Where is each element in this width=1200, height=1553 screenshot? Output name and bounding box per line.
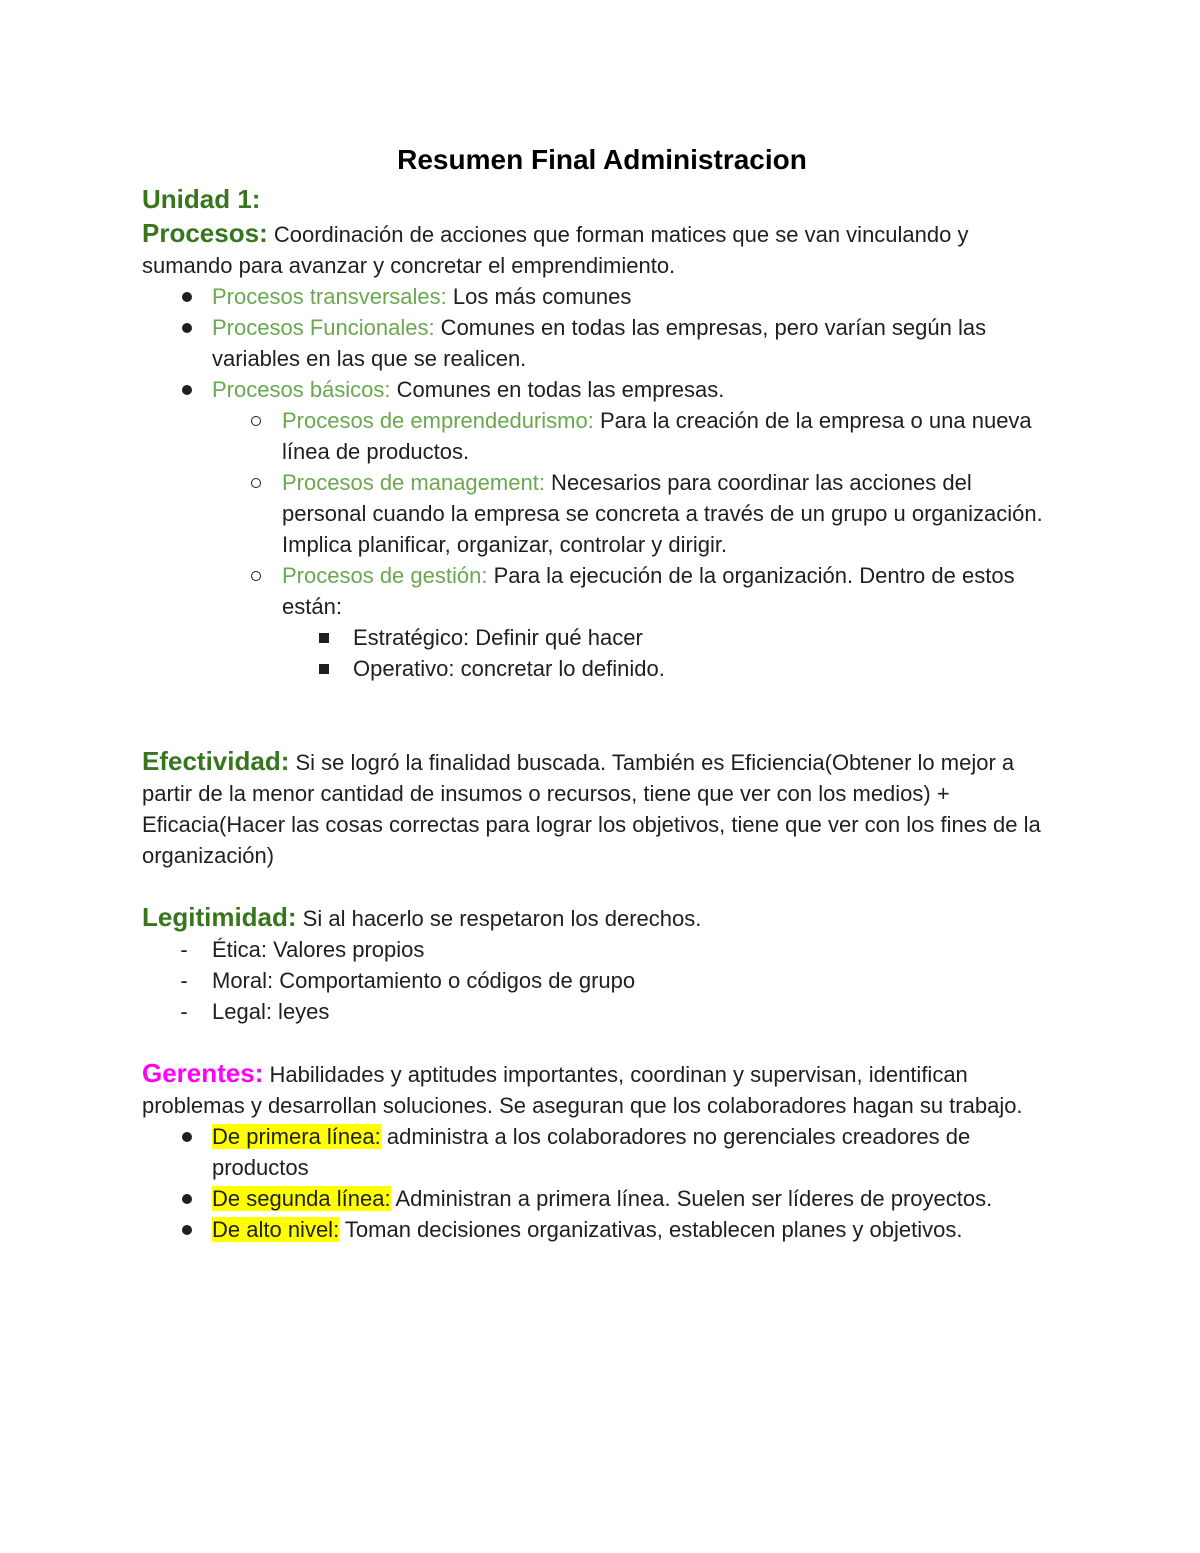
- document-title: Resumen Final Administracion: [397, 144, 807, 175]
- bullet-dot-icon: [177, 1121, 197, 1152]
- item-text: Administran a primera línea. Suelen ser líderes de proyectos.: [390, 1186, 993, 1211]
- item-text: Para la ejecución de la organización. Dentro de estos están:: [282, 563, 1015, 619]
- bullet-dash-icon: -: [180, 999, 188, 1024]
- legitimidad-label: Legitimidad:: [142, 902, 297, 932]
- gerentes-text: Habilidades y aptitudes importantes, coordinan y supervisan, identifican problemas y desarrollan soluciones. Se aseguran que los colaboradores hagan su trabajo.: [142, 1062, 1023, 1118]
- document-page: [142, 140, 1062, 1245]
- gerentes-list: [142, 1121, 1062, 1245]
- list-item: [142, 965, 1062, 996]
- bullet-square-icon: [314, 622, 334, 653]
- item-text: Necesarios para coordinar las acciones del personal cuando la empresa se concreta a través de un grupo u organización. Implica planificar, organizar, controlar y dirigir.: [282, 470, 1043, 557]
- highlighted-label: De primera línea:: [212, 1124, 381, 1149]
- procesos-text: Coordinación de acciones que forman matices que se van vinculando y sumando para avanzar y concretar el emprendimiento.: [142, 222, 969, 278]
- item-text: Operativo: concretar lo definido.: [353, 656, 665, 681]
- gerentes-label: Gerentes:: [142, 1058, 264, 1088]
- item-label: Procesos de gestión:: [282, 563, 488, 588]
- highlighted-label: De segunda línea:: [212, 1186, 391, 1211]
- list-item: [142, 312, 1062, 374]
- procesos-paragraph: [142, 218, 1062, 281]
- bullet-circle-icon: [246, 467, 266, 498]
- list-item: [142, 405, 1062, 467]
- item-label: Procesos de management:: [282, 470, 545, 495]
- item-text: Legal: leyes: [212, 999, 330, 1024]
- efectividad-text: Si se logró la finalidad buscada. También es Eficiencia(Obtener lo mejor a partir de la menor cantidad de insumos o recursos, tiene que ver con los medios) + Eficacia(Hacer las cosas correctas para lograr los objetivos, tiene que ver con los fines de la organización): [142, 750, 1041, 868]
- efectividad-paragraph: [142, 746, 1062, 871]
- legitimidad-paragraph: [142, 902, 1062, 934]
- procesos-list: [142, 281, 1062, 684]
- bullet-dash-icon: -: [180, 937, 188, 962]
- list-item: [142, 934, 1062, 965]
- item-label: Procesos de emprendedurismo:: [282, 408, 594, 433]
- item-text: Moral: Comportamiento o códigos de grupo: [212, 968, 636, 993]
- bullet-dot-icon: [177, 1214, 197, 1245]
- bullet-dot-icon: [177, 312, 197, 343]
- item-text: Comunes en todas las empresas.: [390, 377, 725, 402]
- list-item: [142, 1121, 1062, 1183]
- item-text: Para la creación de la empresa o una nueva línea de productos.: [282, 408, 1032, 464]
- item-label: Procesos transversales:: [212, 284, 447, 309]
- list-item: [142, 374, 1062, 405]
- item-text: administra a los colaboradores no gerenciales creadores de productos: [212, 1124, 971, 1180]
- highlighted-label: De alto nivel:: [212, 1217, 340, 1242]
- spacer: [142, 684, 1062, 746]
- list-item: [142, 467, 1062, 560]
- legitimidad-list: [142, 934, 1062, 1027]
- spacer: [142, 1027, 1062, 1058]
- item-text: Ética: Valores propios: [212, 937, 425, 962]
- bullet-dash-icon: -: [180, 968, 188, 993]
- bullet-dot-icon: [177, 1183, 197, 1214]
- list-item: [142, 281, 1062, 312]
- list-item: [142, 996, 1062, 1027]
- item-label: Procesos Funcionales:: [212, 315, 435, 340]
- bullet-dot-icon: [177, 281, 197, 312]
- item-text: Estratégico: Definir qué hacer: [353, 625, 643, 650]
- item-text: Los más comunes: [446, 284, 632, 309]
- bullet-dot-icon: [177, 374, 197, 405]
- list-item: [142, 653, 1062, 684]
- procesos-label: Procesos:: [142, 218, 268, 248]
- unit-heading: Unidad 1:: [142, 184, 261, 214]
- item-text: Toman decisiones organizativas, establecen planes y objetivos.: [339, 1217, 963, 1242]
- bullet-square-icon: [314, 653, 334, 684]
- gerentes-paragraph: [142, 1058, 1062, 1121]
- list-item: [142, 1214, 1062, 1245]
- efectividad-label: Efectividad:: [142, 746, 290, 776]
- spacer: [142, 871, 1062, 902]
- item-text: Comunes en todas las empresas, pero varían según las variables en las que se realicen.: [212, 315, 987, 371]
- bullet-circle-icon: [246, 560, 266, 591]
- list-item: [142, 560, 1062, 622]
- legitimidad-text: Si al hacerlo se respetaron los derechos.: [296, 906, 702, 931]
- bullet-circle-icon: [246, 405, 266, 436]
- list-item: [142, 1183, 1062, 1214]
- list-item: [142, 622, 1062, 653]
- item-label: Procesos básicos:: [212, 377, 391, 402]
